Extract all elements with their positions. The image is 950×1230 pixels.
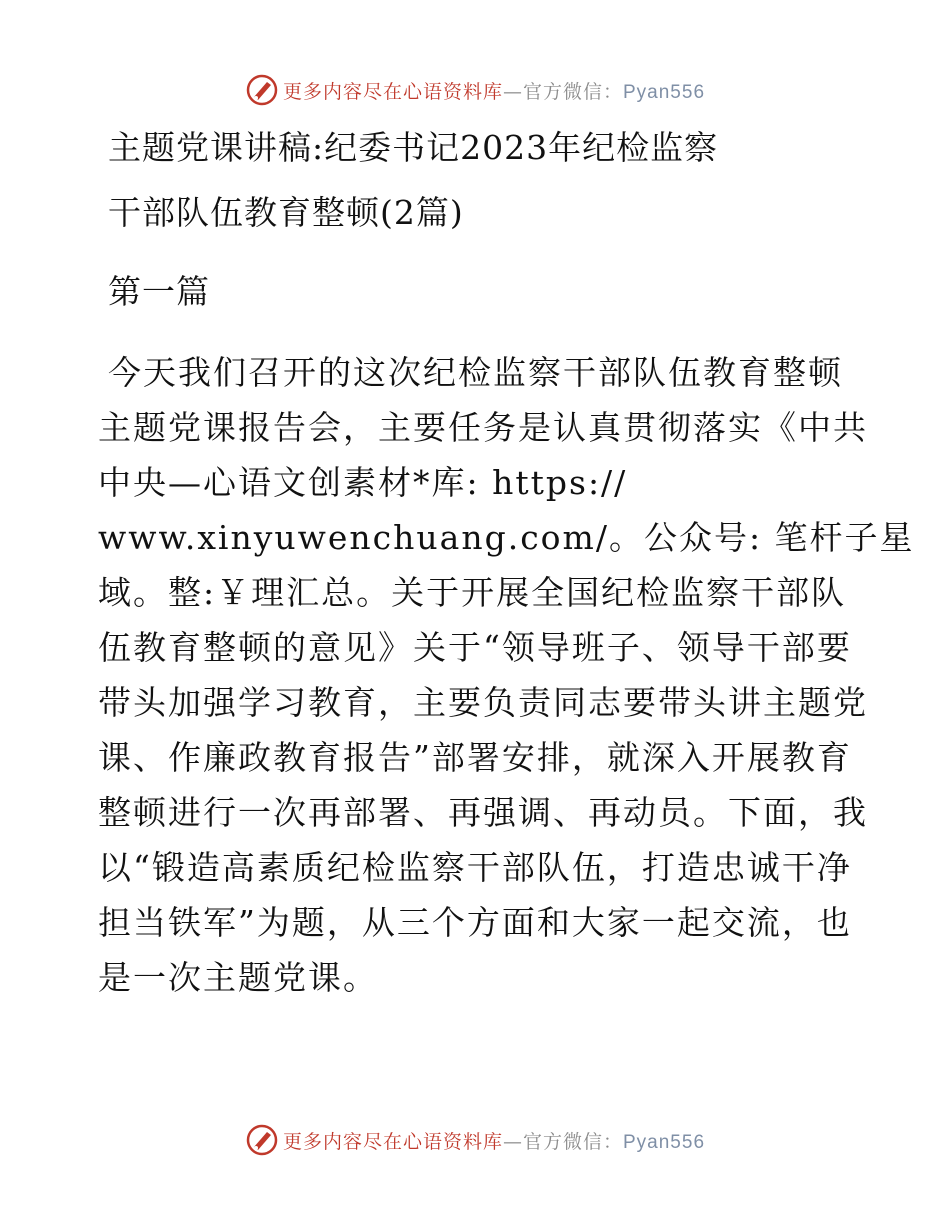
banner-separator: — bbox=[502, 80, 523, 103]
body-line: 域。整:￥理汇总。关于开展全国纪检监察干部队 bbox=[98, 573, 847, 612]
body-line: 主题党课报告会，主要任务是认真贯彻落实《中共 bbox=[98, 408, 868, 447]
banner-separator: — bbox=[502, 1130, 523, 1153]
body-line: 带头加强学习教育，主要负责同志要带头讲主题党 bbox=[98, 683, 868, 722]
brand-logo-icon bbox=[245, 73, 279, 107]
body-line: 中央—心语文创素材*库: https:// bbox=[98, 463, 628, 502]
banner-main-text: 更多内容尽在心语资料库 bbox=[282, 1130, 503, 1153]
body-line: 整顿进行一次再部署、再强调、再动员。下面，我 bbox=[98, 793, 868, 832]
body-line: www.xinyuwenchuang.com/。公众号: 笔杆子星 bbox=[98, 518, 915, 557]
document-title-line-1: 主题党课讲稿:纪委书记2023年纪检监察 bbox=[108, 128, 719, 167]
banner-main-text: 更多内容尽在心语资料库 bbox=[282, 80, 503, 103]
banner-wechat-label: 官方微信： bbox=[522, 1130, 623, 1153]
banner-account: Pyan556 bbox=[623, 81, 706, 103]
banner-account: Pyan556 bbox=[623, 1131, 706, 1153]
header-banner bbox=[0, 70, 950, 110]
body-line: 是一次主题党课。 bbox=[98, 958, 378, 997]
section-heading: 第一篇 bbox=[108, 272, 210, 311]
brand-logo-icon bbox=[245, 1123, 279, 1157]
banner-wechat-label: 官方微信： bbox=[522, 80, 623, 103]
banner-text bbox=[283, 77, 705, 104]
document-body bbox=[98, 345, 915, 1005]
body-line: 今天我们召开的这次纪检监察干部队伍教育整顿 bbox=[108, 353, 843, 392]
body-line: 担当铁军”为题，从三个方面和大家一起交流，也 bbox=[98, 903, 852, 942]
banner-text bbox=[283, 1127, 705, 1154]
document-title-line-2: 干部队伍教育整顿(2篇) bbox=[108, 193, 464, 232]
body-line: 以“锻造高素质纪检监察干部队伍，打造忠诚干净 bbox=[98, 848, 852, 887]
body-line: 伍教育整顿的意见》关于“领导班子、领导干部要 bbox=[98, 628, 852, 667]
body-line: 课、作廉政教育报告”部署安排，就深入开展教育 bbox=[98, 738, 852, 777]
footer-banner bbox=[0, 1120, 950, 1160]
